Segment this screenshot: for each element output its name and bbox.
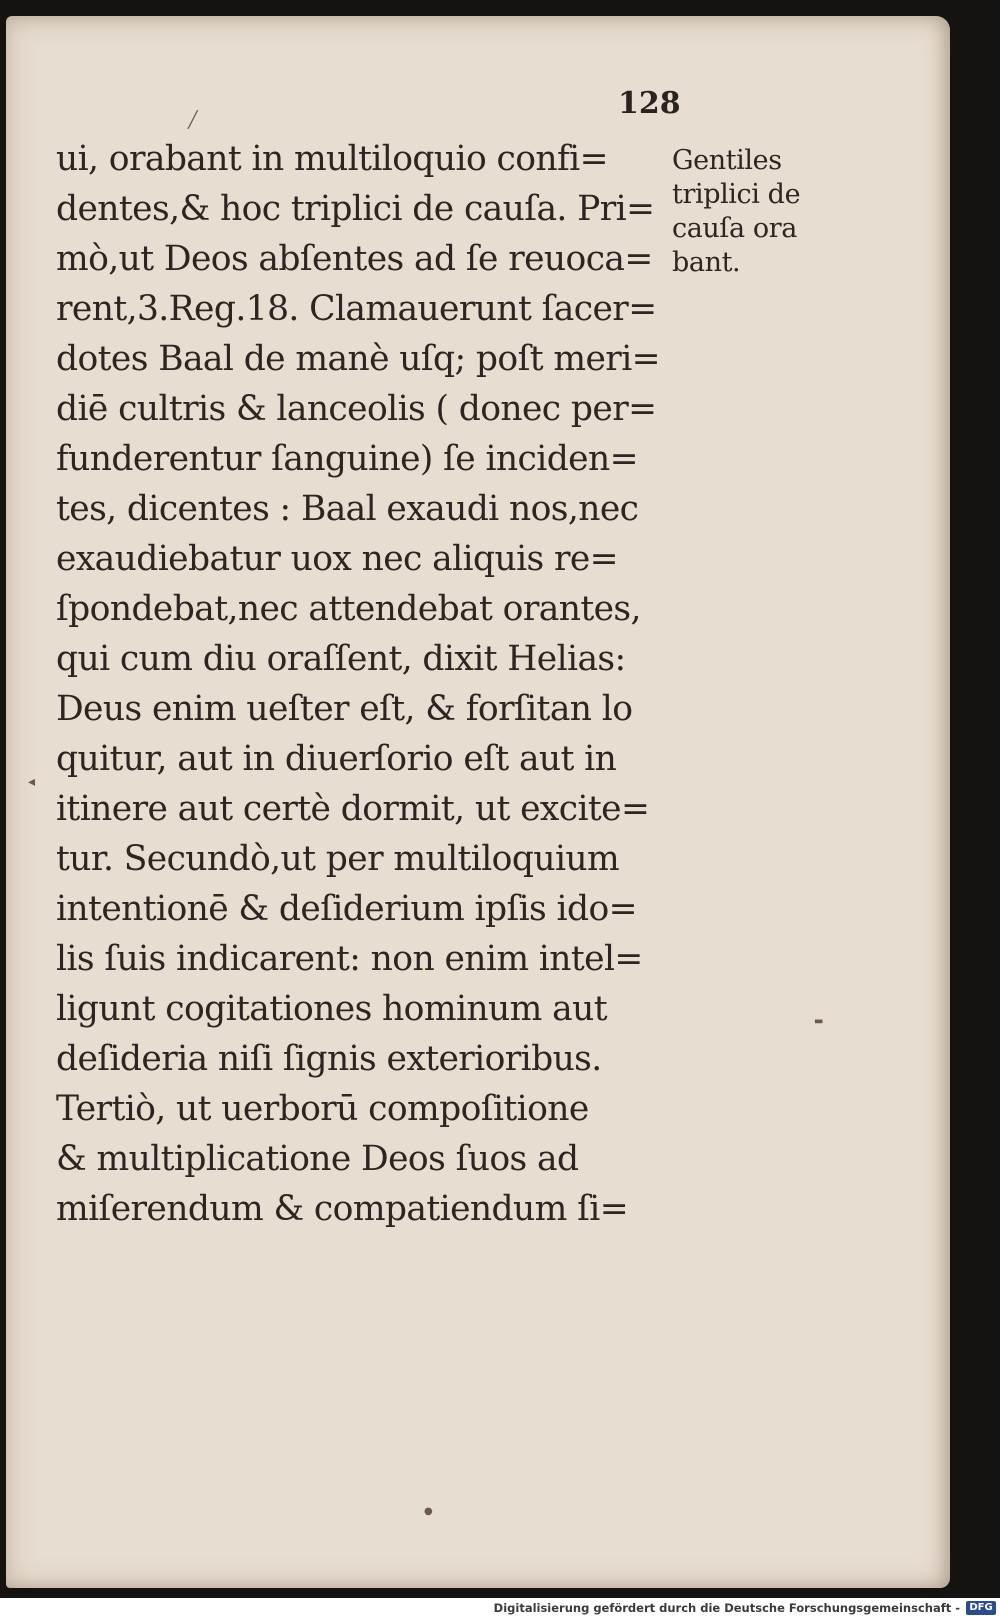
ink-mark: ◂ [28,774,36,790]
text-line: miſerendum & compatiendum ſi= [56,1189,629,1229]
dfg-logo: DFG [966,1601,996,1615]
text-line: Deus enim ueſter eſt, & forſitan lo [56,689,633,729]
text-line: ui, orabant in multiloquio confi= [56,139,608,179]
text-line: tes, dicentes : Baal exaudi nos,nec [56,489,639,529]
text-line: lis ſuis indicarent: non enim intel= [56,939,643,979]
text-line: itinere aut certè dormit, ut excite= [56,789,650,829]
text-line: dotes Baal de manè uſq; poſt meri= [56,339,660,379]
ink-mark: ╱ [188,110,198,129]
text-line: deſideria niſi ſignis exterioribus. [56,1039,602,1079]
footer-credit: Digitalisierung gefördert durch die Deutsche Forschungsgemeinschaft - [493,1601,960,1615]
text-line: exaudiebatur uox nec aliquis re= [56,539,618,579]
text-line: qui cum diu oraſſent, dixit Helias: [56,639,626,679]
marginal-note-line: cauſa ora [672,213,797,244]
text-line: mò,ut Deos abſentes ad ſe reuoca= [56,239,653,279]
marginal-note-line: Gentiles [672,145,782,176]
marginal-note-line: triplici de [672,179,801,210]
ink-mark: ● [424,1506,433,1517]
text-line: funderentur ſanguine) ſe inciden= [56,439,638,479]
page-number: 128 [618,86,681,121]
marginal-note [672,144,852,280]
marginal-note-line: bant. [672,247,741,278]
text-line: diē cultris & lanceolis ( donec per= [56,389,657,429]
text-line: dentes,& hoc triplici de cauſa. Pri= [56,189,655,229]
text-line: tur. Secundò,ut per multiloquium [56,839,620,879]
ink-mark: ▬ [814,1016,824,1027]
body-text [56,134,681,1234]
text-line: rent,3.Reg.18. Clamauerunt ſacer= [56,289,657,329]
text-line: ligunt cogitationes hominum aut [56,989,607,1029]
book-page [6,16,950,1588]
text-line: ſpondebat,nec attendebat orantes, [56,589,641,629]
text-line: & multiplicatione Deos ſuos ad [56,1139,579,1179]
text-line: Tertiò, ut uerborū compoſitione [56,1089,589,1129]
text-line: intentionē & deſiderium ipſis ido= [56,889,637,929]
text-line: quitur, aut in diuerſorio eſt aut in [56,739,617,779]
